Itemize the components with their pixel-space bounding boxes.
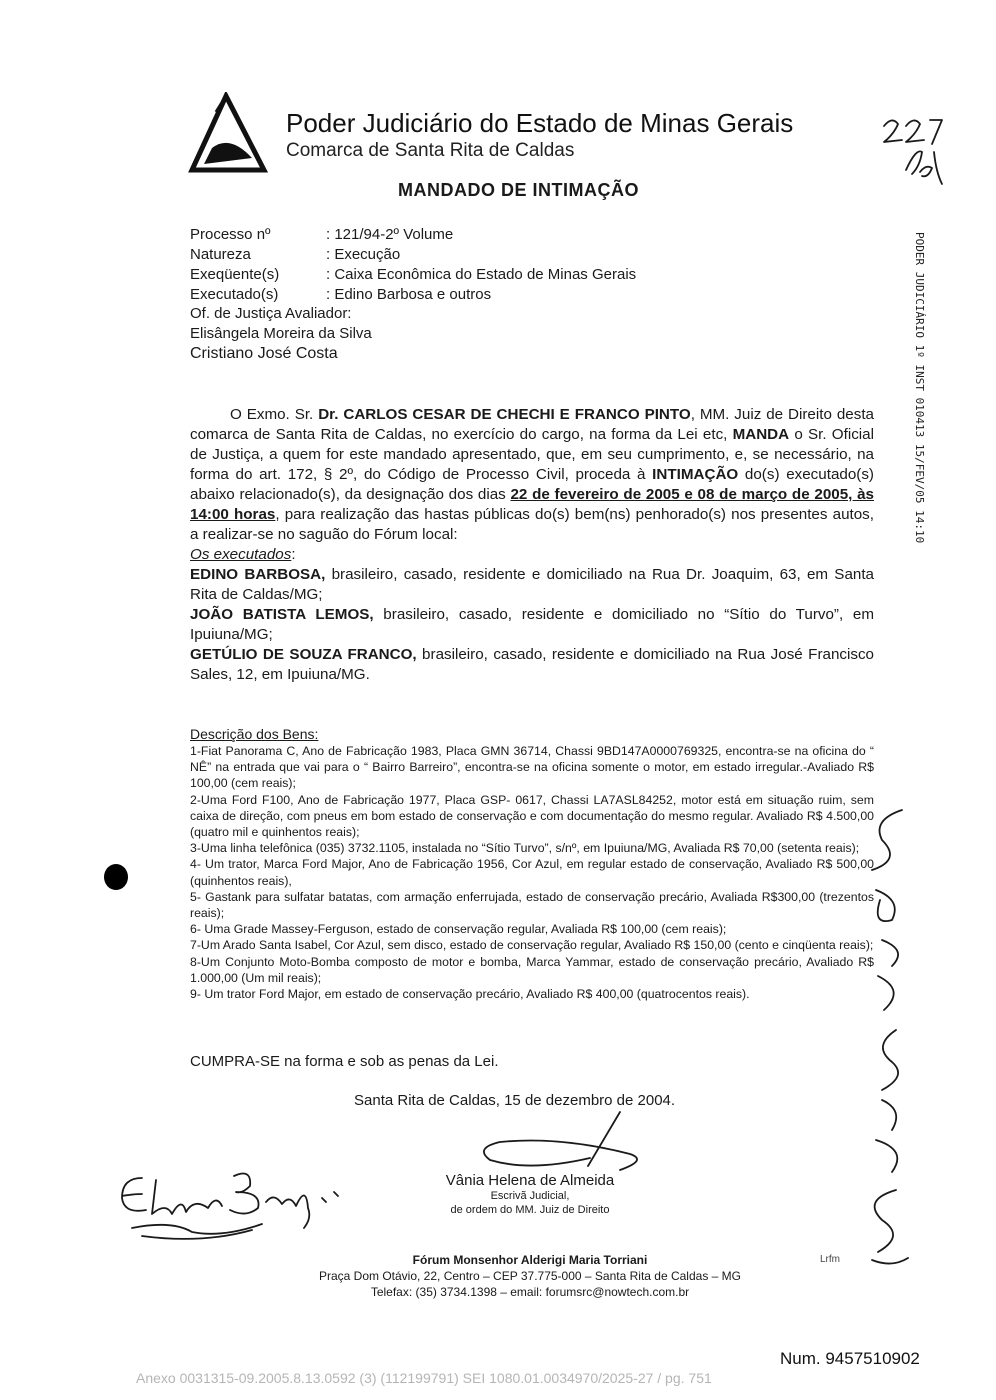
field-executado xyxy=(190,285,636,305)
asset-item: 7-Um Arado Santa Isabel, Cor Azul, sem disco, estado de conservação regular, Avaliado R$ 150,00 (cento e cinqüenta reais); xyxy=(190,938,874,953)
executado-name: EDINO BARBOSA, xyxy=(190,566,326,583)
typist-initials: Lrfm xyxy=(820,1254,840,1265)
field-label: Exeqüente(s) xyxy=(190,266,280,283)
text-segment: o Sr. Oficial de Justiça, a quem for este mandado apresentado, que, em seu cumprimento, e, se necessário, na forma do art. 172, § 2º, do Código de Processo Civil, proceda à xyxy=(190,426,874,483)
signatory-order: de ordem do MM. Juiz de Direito xyxy=(450,1204,610,1216)
mandate-body xyxy=(190,405,874,685)
field-value: : Edino Barbosa e outros xyxy=(326,286,492,303)
executado-desc: brasileiro, casado, residente e domiciliado na Rua Dr. Joaquim, 63, em Santa Rita de Caldas/MG; xyxy=(190,566,874,603)
assets-heading: Descrição dos Bens: xyxy=(190,726,319,742)
judge-name: Dr. CARLOS CESAR DE CHECHI E FRANCO PINTO xyxy=(318,406,691,423)
executados-heading xyxy=(190,545,874,565)
executado-name: GETÚLIO DE SOUZA FRANCO, xyxy=(190,646,417,663)
document-number: Num. 9457510902 xyxy=(780,1349,920,1368)
field-natureza xyxy=(190,245,636,265)
text-segment: do(s) executado(s) abaixo relacionado(s), da designação dos dias xyxy=(190,466,874,503)
field-label: Processo nº xyxy=(190,226,271,243)
annex-reference: Anexo 0031315-09.2005.8.13.0592 (3) (112199791) SEI 1080.01.0034970/2025-27 / pg. 751 xyxy=(136,1370,712,1386)
protocol-stamp xyxy=(908,232,926,632)
text-segment: : xyxy=(291,546,296,563)
asset-item: 3-Uma linha telefônica (035) 3732.1105, instalada no “Sítio Turvo”, s/nº, em Ipuiuna/MG, Avaliada R$ 70,00 (setenta reais); xyxy=(190,841,860,856)
executado-entry xyxy=(190,565,874,605)
signatory-name: Vânia Helena de Almeida xyxy=(445,1172,615,1189)
executado-entry xyxy=(190,605,874,645)
document-title: MANDADO DE INTIMAÇÃO xyxy=(398,180,639,200)
text-segment: , para realização das hastas públicas do(s) bem(ns) penhorado(s) nos presentes autos, a realizar-se no saguão do Fórum local: xyxy=(190,506,874,543)
asset-item: 8-Um Conjunto Moto-Bomba composto de motor e bomba, Marca Yammar, estado de conservação precário, Avaliado R$ 1.000,00 (Um mil reais); xyxy=(190,954,874,985)
footer xyxy=(240,1252,820,1300)
court-name: Poder Judiciário do Estado de Minas Gerais xyxy=(286,108,794,138)
field-processo xyxy=(190,225,636,245)
text-segment: , MM. Juiz de Direito desta comarca de Santa Rita de Caldas, no exercício do cargo, na forma da Lei etc, xyxy=(190,406,874,443)
intimacao-keyword: INTIMAÇÃO xyxy=(652,466,739,483)
asset-item: 2-Uma Ford F100, Ano de Fabricação 1977, Placa GSP- 0617, Chassi LA7ASL84252, motor está em situação ruim, sem caixa de direção, com pneus em bom estado de conservação e com documentação do mesmo regular. Avaliado R$ 4.500,00 (quatro mil e quinhentos reais); xyxy=(190,792,874,840)
case-fields xyxy=(190,225,636,305)
executado-name: JOÃO BATISTA LEMOS, xyxy=(190,606,374,623)
text-segment: O Exmo. Sr. xyxy=(230,406,319,423)
asset-item: 4- Um trator, Marca Ford Major, Ano de Fabricação 1956, Cor Azul, em regular estado de conservação, Avaliado R$ 500,00 (quinhentos reais), xyxy=(190,857,874,888)
forum-name: Fórum Monsenhor Alderigi Maria Torriani xyxy=(412,1253,648,1267)
court-logo xyxy=(186,92,268,176)
signature-block xyxy=(420,1172,640,1217)
mandate-paragraph xyxy=(190,405,874,545)
folio-handwritten-mark xyxy=(876,112,950,192)
punch-hole-mark xyxy=(104,864,128,890)
protocol-stamp-text: PODER JUDICIÁRIO 1º INST 010413 15/FEV/05 14:10 xyxy=(913,232,926,544)
oficial-label: Of. de Justiça Avaliador: xyxy=(190,305,352,322)
forum-contact: Telefax: (35) 3734.1398 – email: forumsrc@nowtech.com.br xyxy=(370,1285,690,1299)
asset-item: 6- Uma Grade Massey-Ferguson, estado de conservação regular, Avaliada R$ 100,00 (cem reais); xyxy=(190,922,727,937)
date-line: Santa Rita de Caldas, 15 de dezembro de 2004. xyxy=(354,1092,676,1109)
asset-item: 9- Um trator Ford Major, em estado de conservação precário, Avaliado R$ 400,00 (quatrocentos reais). xyxy=(190,987,750,1002)
cumpra-line: CUMPRA-SE na forma e sob as penas da Lei. xyxy=(190,1053,499,1070)
asset-item: 1-Fiat Panorama C, Ano de Fabricação 1983, Placa GMN 36714, Chassi 9BD147A0000769325, encontra-se na oficina do “ NÊ” na entrada que vai para o “ Bairro Barreiro”, encontra-se na oficina somente o motor, em estado irregular.-Avaliado R$ 100,00 (cem reais); xyxy=(190,744,874,791)
field-exequente xyxy=(190,265,636,285)
auction-dates: 22 de fevereiro de 2005 e 08 de março de 2005, às 14:00 horas xyxy=(190,486,874,523)
oficial-name: Cristiano José Costa xyxy=(190,345,338,362)
forum-address: Praça Dom Otávio, 22, Centro – CEP 37.775-000 – Santa Rita de Caldas – MG xyxy=(318,1269,741,1283)
assets-list xyxy=(190,725,874,1002)
field-value: : Execução xyxy=(326,246,401,263)
executado-desc: brasileiro, casado, residente e domiciliado na Rua José Francisco Sales, 12, em Ipuiuna/MG. xyxy=(190,646,875,683)
oficial-block xyxy=(190,304,372,364)
comarca-name: Comarca de Santa Rita de Caldas xyxy=(286,140,575,161)
signatory-role: Escrivã Judicial, xyxy=(490,1190,570,1202)
manda-keyword: MANDA xyxy=(732,426,790,443)
executado-desc: brasileiro, casado, residente e domiciliado no “Sítio do Turvo”, em Ipuiuna/MG; xyxy=(190,606,874,643)
field-label: Natureza xyxy=(190,246,251,263)
field-value: : Caixa Econômica do Estado de Minas Gerais xyxy=(326,266,637,283)
executado-signature-edino xyxy=(112,1158,362,1250)
executado-entry xyxy=(190,645,874,685)
field-value: : 121/94-2º Volume xyxy=(326,226,454,243)
executados-heading-text: Os executados xyxy=(190,546,292,563)
oficial-name: Elisângela Moreira da Silva xyxy=(190,325,372,342)
asset-item: 5- Gastank para sulfatar batatas, com armação enferrujada, estado de conservação precário, Avaliada R$300,00 (trezentos reais); xyxy=(190,889,874,921)
field-label: Executado(s) xyxy=(190,286,279,303)
